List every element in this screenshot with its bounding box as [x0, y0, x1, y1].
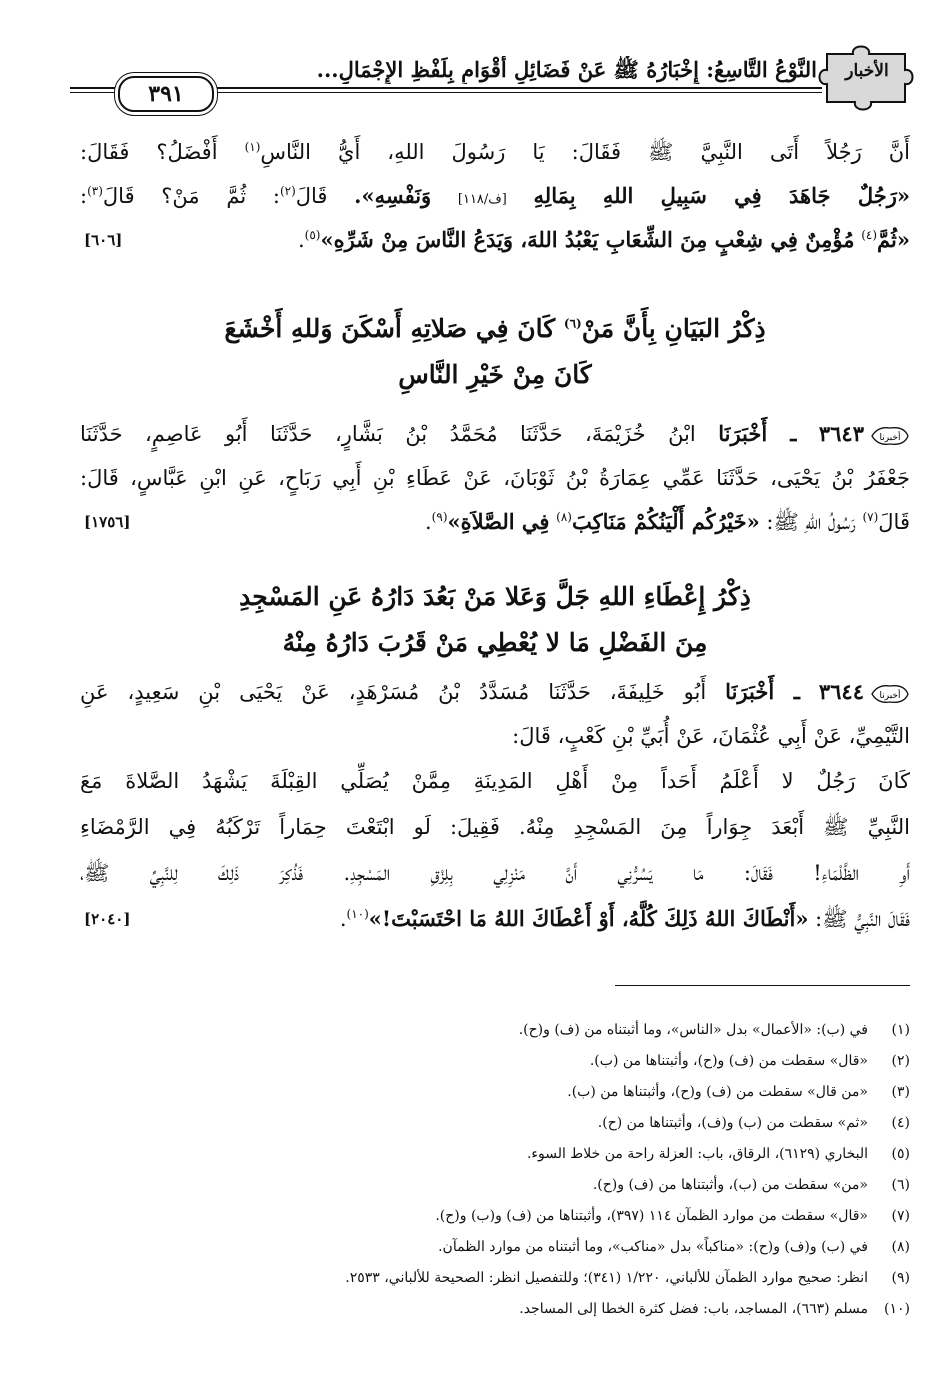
footnote: (١)في (ب): «الأعمال» بدل «الناس»، وما أثبتناه من (ف) و(ح). [518, 1022, 910, 1038]
hadith-3644-line-1: أخبرنا ٣٦٤٤ ـ أَخْبَرَنَا أَبُو خَلِيفَةَ، حَدَّثَنَا مُسَدَّدُ بْنُ مُسَرْهَدٍ، عَنْ يَحْيَى بْنِ سَعِيدٍ، عَنِ [80, 670, 910, 714]
hadith-3644-line-4: النَّبِيِّ ﷺ أَبْعَدَ جِوَاراً مِنَ المَسْجِدِ مِنْهُ. فَقِيلَ: لَو ابْتَعْتَ حِمَاراً تَرْكَبُهُ فِي الرَّمْضَاءِ [80, 815, 910, 839]
page-number: ٣٩١ [118, 76, 214, 112]
hadith-3643 [80, 412, 910, 544]
hadith-3643-line-3: قَالَ$^{(٧)}$ رَسُولُ اللهِ ﷺ: «خَيْرُكُم أَلْيَنُكُمْ مَنَاكِبَ$^{(٨)}$ فِي الصَّلاَةِ»$^{(٩)}$. [١٧٥٦] [80, 500, 910, 544]
footnote-marker: (١٠) [346, 907, 369, 921]
hadith-number: ٣٦٤٤ [818, 679, 864, 704]
footnote: (١٠)مسلم (٦٦٣)، المساجد، باب: فضل كثرة الخطا إلى المساجد. [519, 1301, 910, 1317]
hadith-reference: [١٧٥٦] [84, 513, 131, 531]
running-title-rest: إِخْبَارُهُ ﷺ عَنْ فَضَائِلِ أَقْوَامٍ بِلَفْظِ الإِجْمَالِ... [316, 57, 699, 82]
footnote-marker: (٣) [87, 184, 103, 198]
footnote-marker: (٢) [279, 184, 296, 198]
hadith-3644-line-3: كَانَ رَجُلٌ لا أَعْلَمُ أَحَداً مِنْ أَهْلِ المَدِينَةِ مِمَّنْ يُصَلِّي القِبْلَةَ يَشْهَدُ الصَّلاةَ مَعَ [80, 769, 910, 793]
chapter-heading-2-line-1: ذِكْرُ إِعْطَاءِ اللهِ جَلَّ وَعَلا مَنْ بَعُدَ دَارُهُ عَنِ المَسْجِدِ [239, 582, 751, 611]
footnote: (٤)«ثم» سقطت من (ب) و(ف)، وأثبتناها من (ح). [597, 1115, 910, 1131]
passage-line-1: أَنَّ رَجُلاً أَتَى النَّبِيَّ ﷺ فَقَالَ: يَا رَسُولَ اللهِ، أَيُّ النَّاسِ$^{(١)}$ أَفْضَلُ؟ فَقَالَ: [80, 140, 910, 164]
hadith-number: ٣٦٤٣ [818, 421, 864, 446]
footnote-marker: (٧) [862, 510, 879, 524]
footnote-marker: (٨) [556, 510, 572, 524]
footnote: (٣)«من قال» سقطت من (ف) و(ح)، وأثبتناها من (ب). [567, 1084, 910, 1100]
footnote: (٩)انظر: صحيح موارد الظمآن للألباني، ١/٢٢٠ (٣٤١)؛ وللتفصيل انظر: الصحيحة للألباني، ٢٥٣٣. [345, 1270, 910, 1286]
running-title-lead: النَّوْعُ التَّاسِعُ: [706, 57, 817, 82]
footnotes [80, 1015, 910, 1325]
hadith-reference: [٦٠٦] [84, 231, 123, 249]
footnote: (٥)البخاري (٦١٢٩)، الرقاق، باب: العزلة راحة من خلاط السوء. [526, 1146, 910, 1162]
passage-line-3: «ثُمَّ$^{(٤)}$ مُؤْمِنٌ فِي شِعْبٍ مِنَ الشِّعَابِ يَعْبُدُ اللهَ، وَيَدَعُ النَّاسَ مِنْ شَرِّهِ»$^{(٥)}$. [٦٠٦] [80, 218, 910, 262]
hadith-3644-line-6: فَقَالَ النَّبِيُّ ﷺ: «أَنْطَاكَ اللهُ ذَلِكَ كُلَّهُ، أَوْ أَعْطَاكَ اللهُ مَا احْتَسَبْتَ!»$^{(١٠)}$. [٢٠٤٠] [80, 896, 910, 942]
page-header [70, 40, 917, 120]
passage-continuation [80, 130, 910, 262]
section-badge-label: الأخبار [845, 61, 889, 81]
hadith-3644-line-5: أَوِ الظَّلْمَاءِ! فَقَالَ: مَا يَسُرُّنِي أَنَّ مَنْزِلِي بِلِزْقِ المَسْجِدِ. فَذُكِرَ ذَلِكَ لِلنَّبِيِّ ﷺ، [80, 861, 910, 885]
hadith-3644 [80, 670, 910, 942]
passage-line-2: «رَجُلٌ جَاهَدَ فِي سَبِيلِ اللهِ بِمَالِهِ [ف/١١٨] وَنَفْسِهِ». قَالَ$^{(٢)}$: ثُمَّ مَنْ؟ قَالَ$^{(٣)}$: [80, 183, 910, 208]
hadith-reference: [٢٠٤٠] [84, 910, 131, 928]
footnote-marker: (١) [244, 140, 261, 154]
chapter-heading-1-line-2: كَانَ مِنْ خَيْرِ النَّاسِ [398, 360, 592, 389]
chapter-heading-1-line-1: ذِكْرُ البَيَانِ بِأَنَّ مَنْ$^{(٦)}$ كَانَ فِي صَلاتِهِ أَسْكَنَ وَللهِ أَخْشَعَ [224, 314, 766, 343]
svg-text:أخبرنا: أخبرنا [879, 690, 901, 701]
footnote: (٢)«قال» سقطت من (ف) و(ح)، وأثبتناها من (ب). [589, 1053, 910, 1069]
chapter-heading-1 [80, 306, 910, 398]
hadith-3643-line-2: جَعْفَرُ بْنُ يَحْيَى، حَدَّثَنَا عَمِّي عِمَارَةُ بْنُ ثَوْبَانَ، عَنْ عَطَاءِ بْنِ أَبِي رَبَاحٍ، عَنِ ابْنِ عَبَّاسٍ، قَالَ: [80, 466, 910, 490]
edition-marker: [ف/١١٨] [457, 192, 507, 207]
hadith-3643-line-1: أخبرنا ٣٦٤٣ ـ أَخْبَرَنَا ابْنُ خُزَيْمَةَ، حَدَّثَنَا مُحَمَّدُ بْنُ بَشَّارٍ، حَدَّثَنَا أَبُو عَاصِمٍ، حَدَّثَنَا [80, 412, 910, 456]
footnote-marker: (٤) [861, 228, 878, 242]
footnote-marker: (٥) [304, 228, 321, 242]
akhbarana-ornament-icon [870, 424, 910, 448]
chapter-heading-2 [80, 574, 910, 666]
footnote-marker: (٦) [563, 316, 582, 331]
footnote: (٧)«قال» سقطت من موارد الظمآن ١١٤ (٣٩٧)، وأثبتناها من (ف) و(ب) و(ح). [435, 1208, 910, 1224]
akhbarana-ornament-icon [870, 682, 910, 706]
footnote-marker: (٩) [431, 510, 448, 524]
chapter-heading-2-line-2: مِنَ الفَضْلِ مَا لا يُعْطِي مَنْ قَرُبَ دَارُهُ مِنْهُ [282, 628, 708, 657]
footnote: (٨)في (ب) و(ف) و(ح): «مناكباً» بدل «مناكب»، وما أثبتناه من موارد الظمآن. [438, 1239, 910, 1255]
footnote-separator [615, 985, 910, 986]
running-title [197, 56, 817, 84]
section-badge [817, 40, 917, 112]
footnote: (٦)«من» سقطت من (ب)، وأثبتناها من (ف) و(ح). [592, 1177, 910, 1193]
svg-text:أخبرنا: أخبرنا [879, 432, 901, 443]
hadith-3644-line-2: التَّيْمِيِّ، عَنْ أَبِي عُثْمَانَ، عَنْ أُبَيِّ بْنِ كَعْبٍ، قَالَ: [512, 724, 910, 748]
